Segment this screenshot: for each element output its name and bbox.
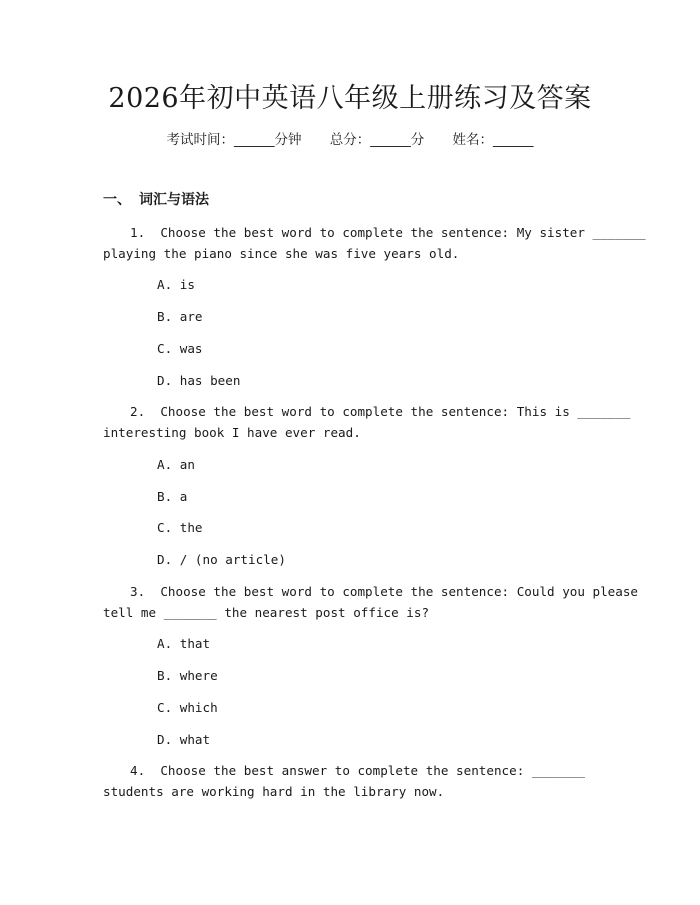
question-3-option-d: D. what [157, 732, 211, 747]
question-2-line-1 [103, 401, 631, 422]
question-2-number: 2. [130, 404, 146, 419]
exam-info [0, 131, 700, 149]
question-4-line-1 [103, 760, 603, 781]
question-3-text: Choose the best word to complete the sentence: Could you please [160, 584, 639, 599]
question-3-line-2: tell me _______ the nearest post office is? [103, 605, 430, 620]
question-1-option-d: D. has been [157, 373, 241, 388]
student-name: 姓名：______ [452, 132, 534, 148]
question-2-option-d: D. / (no article) [157, 552, 286, 567]
question-3-option-c: C. which [157, 700, 218, 715]
question-4-number: 4. [130, 763, 146, 778]
question-1 [103, 222, 646, 264]
question-1-option-c: C. was [157, 341, 203, 356]
question-2-option-a: A. an [157, 457, 195, 472]
page-title: 2026年初中英语八年级上册练习及答案 [108, 83, 592, 114]
question-3 [103, 581, 639, 623]
question-4-text: Choose the best answer to complete the sentence: _______ [160, 763, 585, 778]
section-number: 一、 [103, 192, 131, 208]
question-1-line-2: playing the piano since she was five years old. [103, 246, 460, 261]
question-3-option-b: B. where [157, 668, 218, 683]
question-3-line-1 [103, 581, 639, 602]
exam-time: 考试时间：______分钟 [166, 132, 302, 148]
question-4 [103, 760, 603, 802]
question-1-text: Choose the best word to complete the sentence: My sister _______ [160, 225, 646, 240]
question-2-line-2: interesting book I have ever read. [103, 425, 361, 440]
question-2 [103, 401, 631, 443]
question-1-option-b: B. are [157, 309, 203, 324]
question-1-line-1 [103, 222, 646, 243]
section-title: 词汇与语法 [139, 192, 209, 208]
question-4-line-2: students are working hard in the library now. [103, 784, 445, 799]
question-2-text: Choose the best word to complete the sentence: This is _______ [160, 404, 631, 419]
question-3-option-a: A. that [157, 636, 211, 651]
question-1-option-a: A. is [157, 277, 195, 292]
question-3-number: 3. [130, 584, 146, 599]
question-1-number: 1. [130, 225, 146, 240]
question-2-option-c: C. the [157, 520, 203, 535]
total-score: 总分：______分 [329, 132, 425, 148]
section-heading [103, 191, 209, 209]
question-2-option-b: B. a [157, 489, 188, 504]
